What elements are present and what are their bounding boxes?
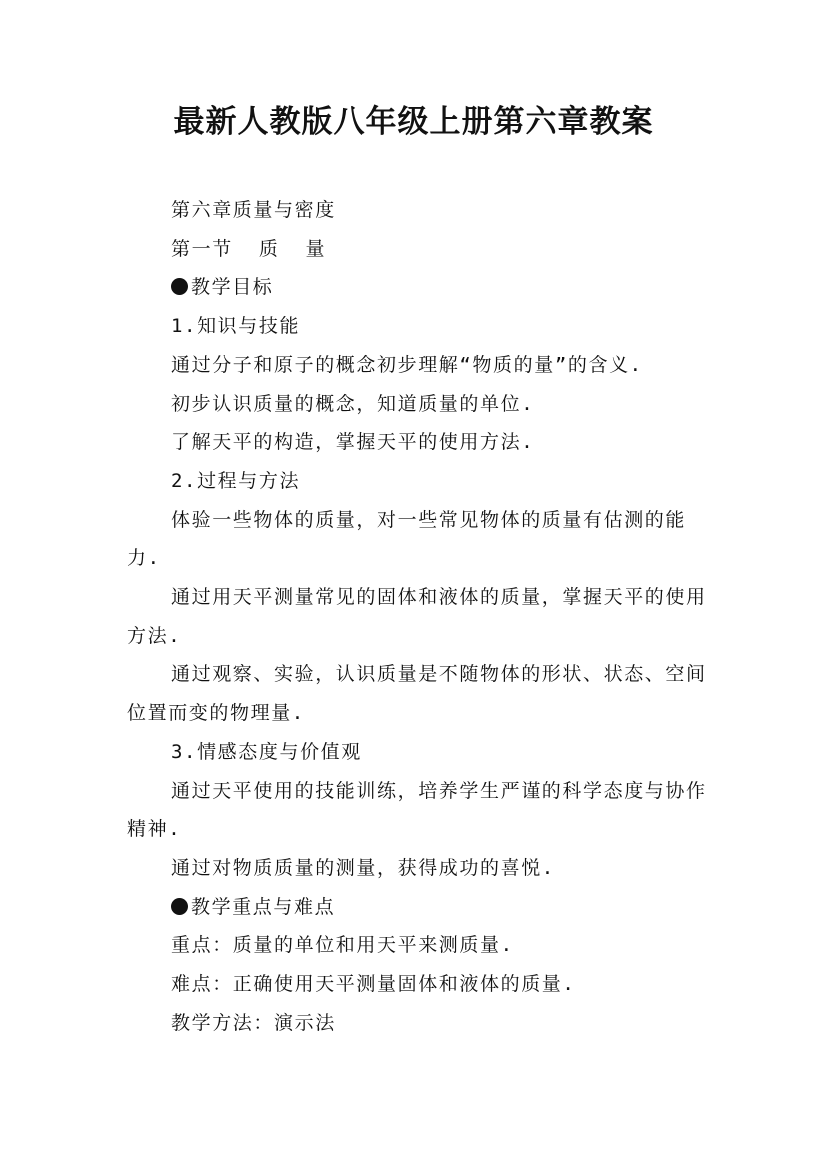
paragraph-text: 初步认识质量的概念，知道质量的单位. xyxy=(171,392,535,415)
paragraph-text: 了解天平的构造，掌握天平的使用方法. xyxy=(171,431,535,454)
subheading-process-text: 2.过程与方法 xyxy=(171,469,301,492)
paragraph xyxy=(127,578,717,655)
paragraph-text: 体验一些物体的质量，对一些常见物体的质量有估测的能力. xyxy=(127,508,687,570)
subheading-process xyxy=(127,462,717,501)
bullet-icon xyxy=(171,278,188,295)
section-heading xyxy=(127,230,717,269)
subheading-attitude xyxy=(127,733,717,772)
paragraph xyxy=(127,655,717,732)
paragraph-text: 通过分子和原子的概念初步理解“物质的量”的含义. xyxy=(171,353,643,376)
paragraph xyxy=(127,772,717,849)
paragraph-text: 通过用天平测量常见的固体和液体的质量，掌握天平的使用方法. xyxy=(127,586,707,647)
paragraph-text: 重点：质量的单位和用天平来测质量. xyxy=(171,934,514,957)
section-heading-text: 第一节 质 量 xyxy=(171,237,327,260)
subheading-knowledge xyxy=(127,307,717,346)
document-body xyxy=(127,191,717,1042)
paragraph xyxy=(127,346,717,385)
paragraph xyxy=(127,1004,717,1043)
paragraph xyxy=(127,501,717,578)
subheading-attitude-text: 3.情感态度与价值观 xyxy=(171,740,362,763)
paragraph-text: 教学方法：演示法 xyxy=(171,1011,336,1034)
bullet-icon xyxy=(171,898,188,915)
paragraph xyxy=(127,849,717,888)
document-title: 最新人教版八年级上册第六章教案 xyxy=(173,104,654,140)
bullet-heading-objectives-text: 教学目标 xyxy=(191,276,274,299)
paragraph xyxy=(127,423,717,462)
chapter-heading-text: 第六章质量与密度 xyxy=(171,199,336,221)
paragraph-text: 通过观察、实验，认识质量是不随物体的形状、状态、空间位置而变的物理量. xyxy=(127,663,707,725)
subheading-knowledge-text: 1.知识与技能 xyxy=(171,315,301,338)
paragraph-text: 通过天平使用的技能训练，培养学生严谨的科学态度与协作精神. xyxy=(127,779,707,841)
bullet-heading-key-points xyxy=(127,888,717,927)
bullet-heading-objectives xyxy=(127,268,717,307)
paragraph xyxy=(127,385,717,424)
bullet-heading-key-points-text: 教学重点与难点 xyxy=(191,895,336,918)
chapter-heading xyxy=(127,191,717,230)
paragraph xyxy=(127,926,717,965)
paragraph-text: 难点：正确使用天平测量固体和液体的质量. xyxy=(171,973,576,996)
paragraph-text: 通过对物质质量的测量，获得成功的喜悦. xyxy=(171,856,555,879)
paragraph xyxy=(127,965,717,1004)
